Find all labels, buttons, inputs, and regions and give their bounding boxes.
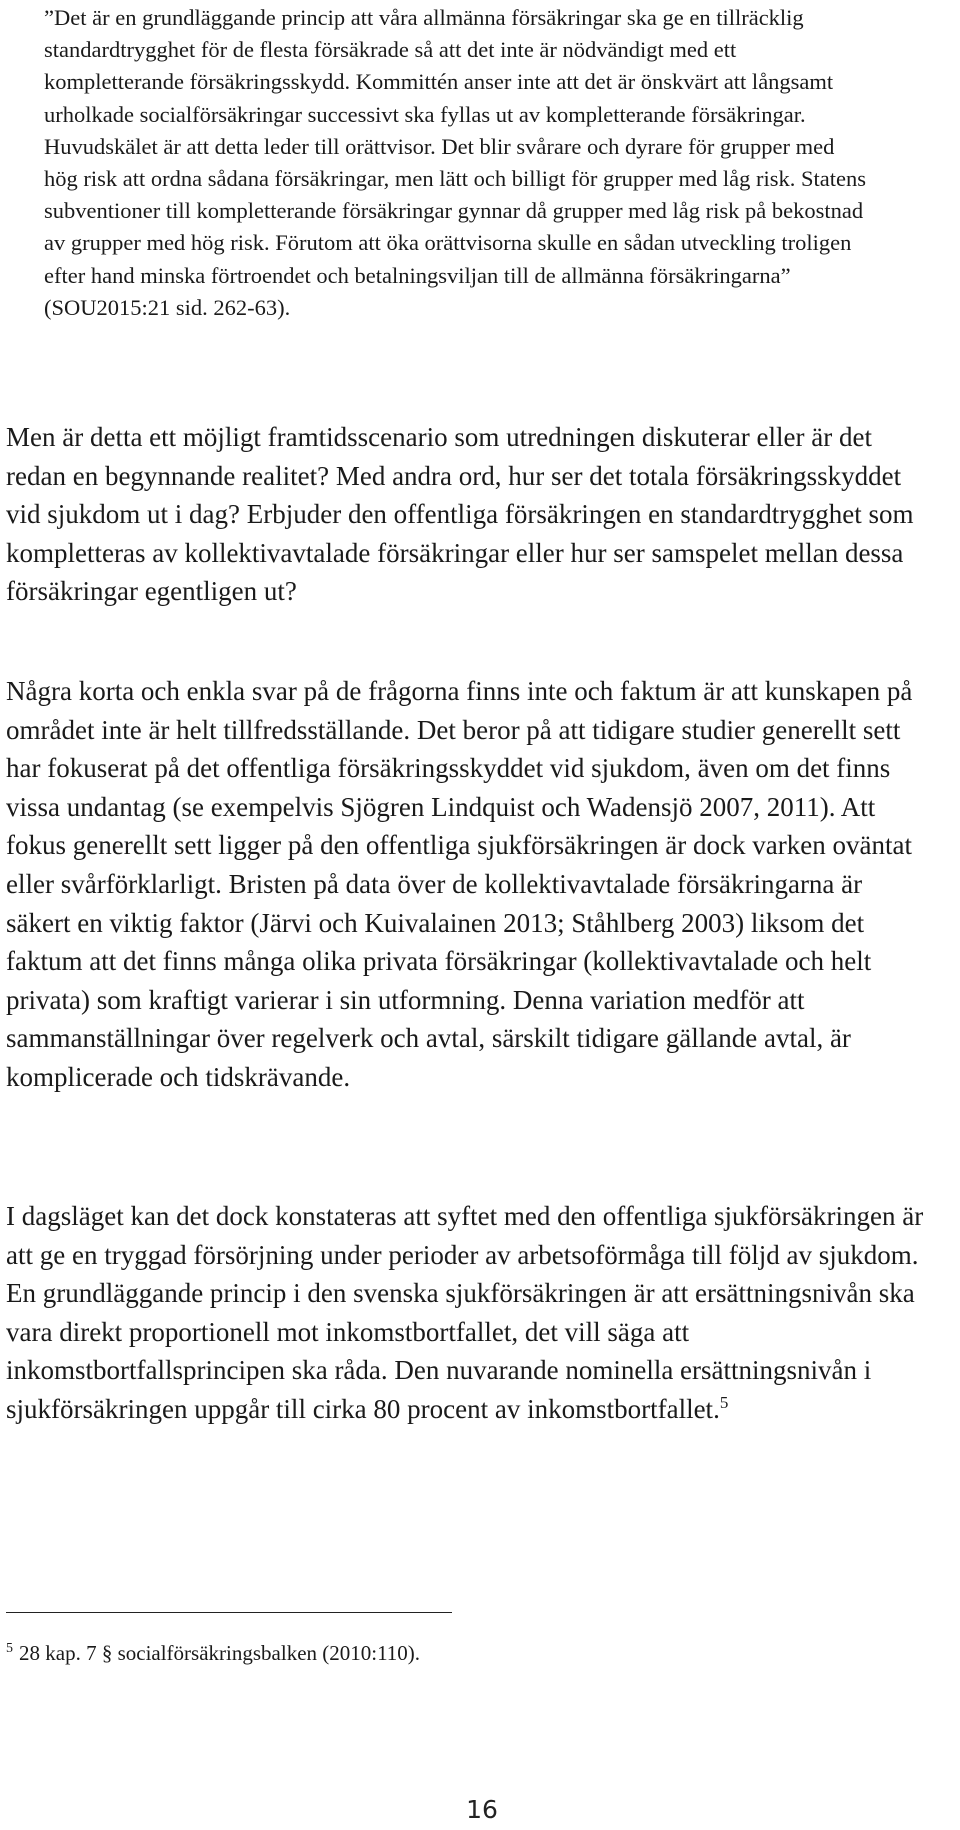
body-paragraph — [6, 672, 924, 1097]
block-quote-text: ”Det är en grundläggande princip att våra allmänna försäkringar ska ge en tillräcklig standardtrygghet för de flesta försäkrade så att det inte är nödvändigt med ett kompletterande försäkringsskydd. Kommittén anser inte att det är önskvärt att långsamt urholkade socialförsäkringar successivt ska fyllas ut av kompletterande försäkringar. Huvudskälet är att detta leder till orättvisor. Det blir svårare och dyrare för grupper med hög risk att ordna sådana försäkringar, men lätt och billigt för grupper med låg risk. Statens subventioner till kompletterande försäkringar gynnar då grupper med låg risk på bekostnad av grupper med hög risk. Förutom att öka orättvisorna skulle en sådan utveckling troligen efter hand minska förtroendet och betalningsviljan till de allmänna försäkringarna” (SOU2015:21 sid. 262-63). — [44, 5, 867, 320]
body-paragraph — [6, 418, 924, 611]
paragraph-text: I dagsläget kan det dock konstateras att syftet med den offentliga sjukförsäkringen är att ge en tryggad försörjning under perioder av arbetsoförmåga till följd av sjukdom. En grundläggande princip i den svenska sjukförsäkringen är att ersättningsnivån ska vara direkt proportionell mot inkomstbortfallet, det vill säga att inkomstbortfallsprincipen ska råda. Den nuvarande nominella ersättningsnivån i sjukförsäkringen uppgår till cirka 80 procent av inkomstbortfallet. — [6, 1201, 924, 1424]
page-number: 16 — [466, 1795, 498, 1824]
footnote-reference[interactable]: 5 — [719, 1392, 729, 1412]
footnote-text: 28 kap. 7 § socialförsäkringsbalken (2010:110). — [19, 1641, 421, 1665]
body-paragraph — [6, 1197, 924, 1429]
footnote — [6, 1638, 906, 1668]
footnote-marker: 5 — [6, 1641, 13, 1656]
block-quote — [44, 2, 872, 324]
paragraph-text: Men är detta ett möjligt framtidsscenario som utredningen diskuterar eller är det redan en begynnande realitet? Med andra ord, hur ser det totala försäkringsskyddet vid sjukdom ut i dag? Erbjuder den offentliga försäkringen en standardtrygghet som kompletteras av kollektivavtalade försäkringar eller hur ser samspelet mellan dessa försäkringar egentligen ut? — [6, 422, 914, 607]
paragraph-text: Några korta och enkla svar på de frågorna finns inte och faktum är att kunskapen på området inte är helt tillfredsställande. Det beror på att tidigare studier generellt sett har fokuserat på det offentliga försäkringsskyddet vid sjukdom, även om det finns vissa undantag (se exempelvis Sjögren Lindquist och Wadensjö 2007, 2011). Att fokus generellt sett ligger på den offentliga sjukförsäkringen är dock varken oväntat eller svårförklarligt. Bristen på data över de kollektivavtalade försäkringarna är säkert en viktig faktor (Järvi och Kuivalainen 2013; Ståhlberg 2003) liksom det faktum att det finns många olika privata försäkringar (kollektivavtalade och helt privata) som kraftigt varierar i sin utformning. Denna variation medför att sammanställningar över regelverk och avtal, särskilt tidigare gällande avtal, är komplicerade och tidskrävande. — [6, 676, 913, 1092]
footnote-divider — [6, 1612, 452, 1613]
